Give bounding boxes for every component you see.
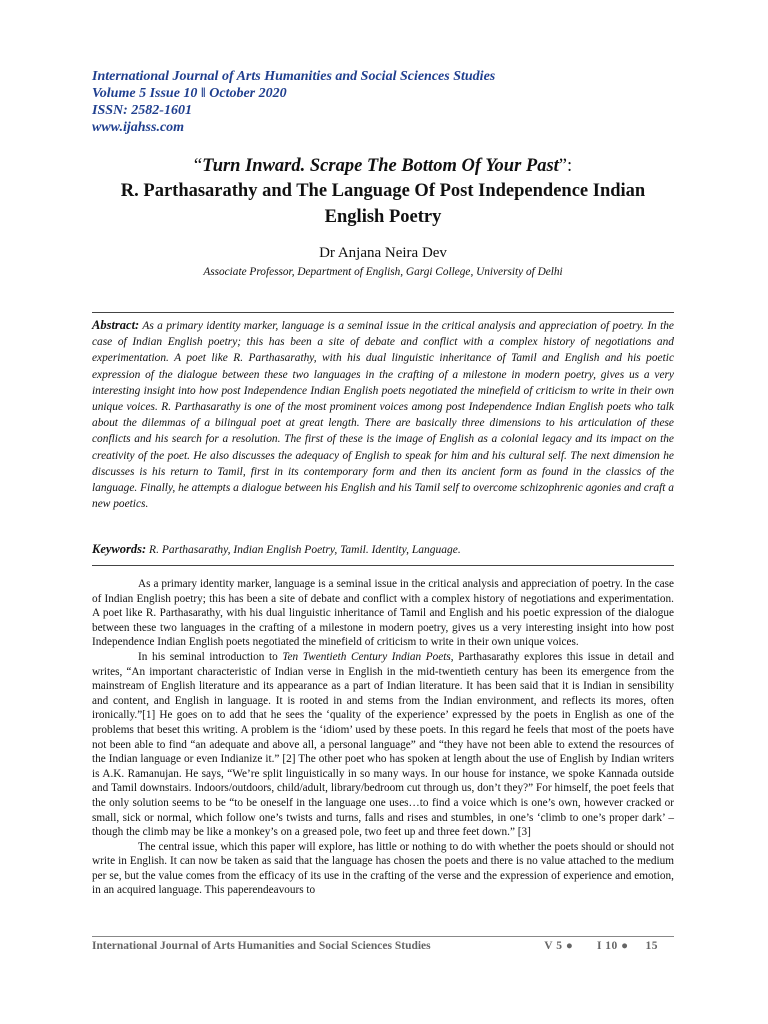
footer-issue: I 10 ●	[596, 940, 629, 952]
journal-website[interactable]: www.ijahss.com	[92, 120, 185, 135]
journal-name: International Journal of Arts Humanities and Social Sciences Studies	[92, 69, 496, 84]
paragraph-2-start: In his seminal introduction to	[138, 650, 283, 663]
footer-rule	[92, 936, 674, 937]
keywords-bottom-rule	[92, 565, 674, 566]
author-name: Dr Anjana Neira Dev	[319, 245, 447, 261]
footer-volume: V 5 ●	[544, 940, 574, 952]
footer-page-number: 15	[645, 940, 658, 952]
abstract-text: As a primary identity marker, language is a seminal issue in the critical analysis and appreciation of poetry. In the case of Indian English poetry; this has been a site of debate and conflict with a complex history of negotiations and experimentation. A poet like R. Parthasarathy, with his dual linguistic inheritance of Tamil and English and his poetic expression of the dialogue between these two languages in the crafting of a milestone in modern poetry, gives us a very interesting insight into how post Independence Indian English poets negotiated the minefield of criticism to write in their own unique voices. R. Parthasarathy is one of the most prominent voices among post Independence Indian English poets who talk about the dilemmas of a bilingual poet at great length. There are basically three dimensions to his articulation of these conflicts and his search for a resolution. The first of these is the image of English as a colonial legacy and its impact on the creativity of the poet. He also discusses the adequacy of English to speak for him and his cultural self. The next dimension he discusses is his return to Tamil, first in its contemporary form and then its ancient form as found in the classics of the language. Finally, he attempts a dialogue between his English and his Tamil self to overcome schizophrenic agonies and craft a new poetics.	[92, 320, 674, 511]
keywords-text: R. Parthasarathy, Indian English Poetry, Tamil. Identity, Language.	[149, 544, 461, 556]
paragraph-2	[92, 650, 674, 840]
paragraph-3: The central issue, which this paper will explore, has little or nothing to do with whether the poets should or should not write in English. It can now be taken as said that the language has chosen the poets and there is no value attached to the medium per se, but the value comes from the efficacy of its use in the crafting of the verse and the expression of experience and emotion, in an acquired language. This paperendeavours to	[92, 840, 674, 897]
keywords-label: Keywords:	[92, 542, 147, 556]
journal-header	[92, 68, 652, 136]
paper-title	[92, 154, 674, 230]
page-footer	[92, 940, 674, 952]
keywords	[92, 541, 674, 558]
abstract	[92, 317, 674, 512]
title-quote-line	[92, 154, 674, 178]
footer-issue-info	[544, 940, 658, 952]
author-affiliation: Associate Professor, Department of English, Gargi College, University of Delhi	[203, 266, 563, 278]
quote-close: ”:	[558, 156, 573, 176]
title-main: R. Parthasarathy and The Language Of Post Independence Indian English Poetry	[120, 181, 646, 227]
abstract-label: Abstract:	[92, 318, 140, 332]
paragraph-2-rest: , Parthasarathy explores this issue in detail and writes, “An important characteristic of Indian verse in English in the mid-twentieth century has been its emergence from the mainstream of English literature and its appearance as a part of Indian literature. It has been said that it is Indian in sensibility and content, and English in language. It is rooted in and stems from the Indian environment, and reflects its mores, often ironically.”[1] He goes on to add that he sees the ‘quality of the experience’ expressed by the poets in English as one of the problems that beset this writing. A problem is the ‘idiom’ used by these poets. In this regard he feels that most of the poets have not been able to find “an adequate and above all, a personal language” and “they have not been able to extend the resources of the Indian language or even Indianize it.” [2] The other poet who has spoken at length about the use of English by Indian writers is A.K. Ramanujan. He says, “We’re split linguistically in so many ways. In our house for instance, we spoke Kannada outside and Tamil downstairs. Indoors/outdoors, child/adult, library/bedroom cut through us, don’t they?” For himself, the poet feels that the only solution seems to be “to be oneself in the language one uses…to find a voice which is one’s own, however cracked or small, sick or normal, which follow one’s twists and turns, falls and rises and stumbles, in one’s ‘climb to one’s proper dark’ – though the climb may be like a monkey’s on a greased pole, two feet up and three feet down.” [3]	[92, 650, 675, 839]
footer-journal: International Journal of Arts Humanities and Social Sciences Studies	[92, 940, 431, 952]
body-text	[92, 577, 674, 898]
book-title: Ten Twentieth Century Indian Poets	[282, 650, 451, 663]
abstract-top-rule	[92, 312, 674, 313]
paragraph-1: As a primary identity marker, language is a seminal issue in the critical analysis and appreciation of poetry. In the case of Indian English poetry; this has been a site of debate and conflict with a complex history of negotiations and experimentation. A poet like R. Parthasarathy, with his dual linguistic inheritance of Tamil and English and his poetic expression of the dialogue between these two languages in the crafting of a milestone in modern poetry, gives us a very interesting insight into how post Independence Indian English poets negotiated the minefield of criticism to write in their own unique voices.	[92, 578, 674, 649]
title-quote: Turn Inward. Scrape The Bottom Of Your Past	[202, 156, 559, 176]
journal-volume: Volume 5 Issue 10 ǁ October 2020	[92, 86, 287, 101]
quote-open: “	[193, 156, 203, 176]
journal-issn: ISSN: 2582-1601	[92, 103, 192, 118]
